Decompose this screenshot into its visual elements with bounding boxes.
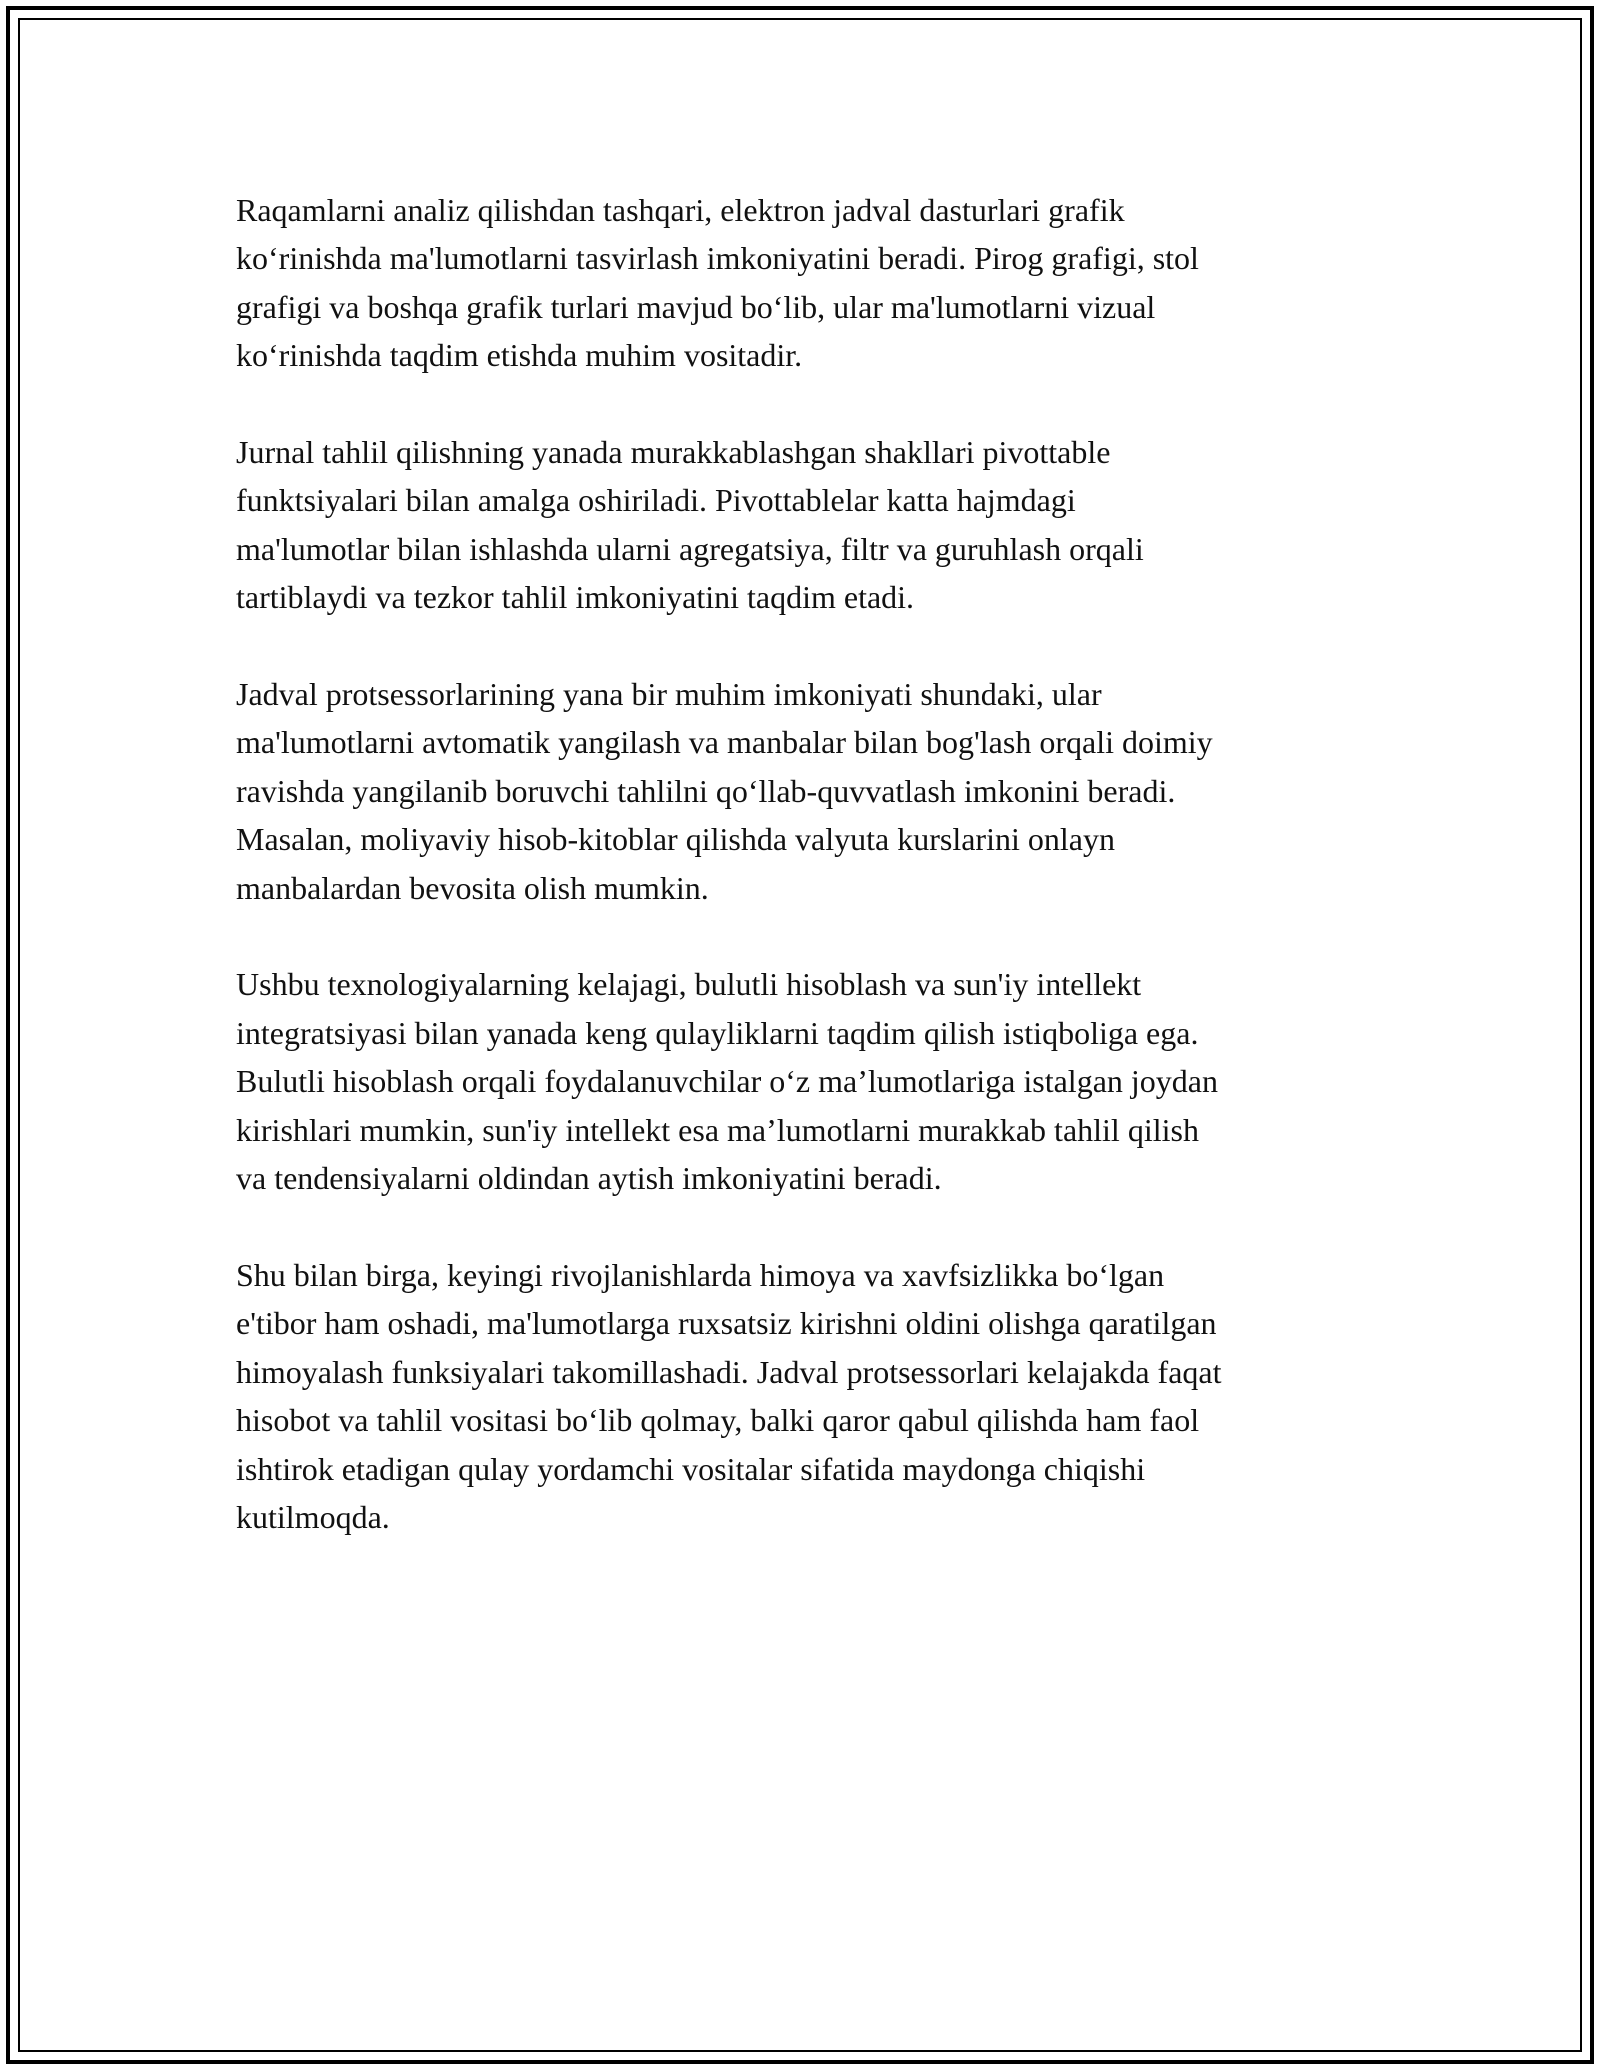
text-line: va tendensiyalarni oldindan aytish imkoniyatini beradi. — [236, 1160, 942, 1197]
text-line: ravishda yangilanib boruvchi tahlilni qo‘llab-quvvatlash imkonini beradi. — [236, 772, 1176, 809]
text-line: ishtirok etadigan qulay yordamchi vositalar sifatida maydonga chiqishi — [236, 1450, 1146, 1487]
text-line: hisobot va tahlil vositasi bo‘lib qolmay, balki qaror qabul qilishda ham faol — [236, 1402, 1200, 1439]
paragraph-5 — [236, 1251, 1376, 1541]
paragraph-1 — [236, 186, 1376, 380]
text-line: himoyalash funksiyalari takomillashadi. Jadval protsessorlari kelajakda faqat — [236, 1353, 1222, 1390]
text-line: Masalan, moliyaviy hisob-kitoblar qilishda valyuta kurslarini onlayn — [236, 821, 1115, 858]
text-line: Ushbu texnologiyalarning kelajagi, bulutli hisoblash va sun'iy intellekt — [236, 966, 1142, 1003]
text-line: e'tibor ham oshadi, ma'lumotlarga ruxsatsiz kirishni oldini olishga qaratilgan — [236, 1305, 1217, 1342]
text-line: Jadval protsessorlarining yana bir muhim imkoniyati shundaki, ular — [236, 676, 1102, 713]
text-line: ko‘rinishda ma'lumotlarni tasvirlash imkoniyatini beradi. Pirog grafigi, stol — [236, 240, 1199, 277]
text-line: tartiblaydi va tezkor tahlil imkoniyatini taqdim etadi. — [236, 579, 915, 616]
text-line: Shu bilan birga, keyingi rivojlanishlarda himoya va xavfsizlikka bo‘lgan — [236, 1256, 1165, 1293]
text-line: manbalardan bevosita olish mumkin. — [236, 869, 709, 906]
text-line: Bulutli hisoblash orqali foydalanuvchilar o‘z ma’lumotlariga istalgan joydan — [236, 1063, 1218, 1100]
text-line: Jurnal tahlil qilishning yanada murakkablashgan shakllari pivottable — [236, 434, 1111, 471]
text-line: ma'lumotlar bilan ishlashda ularni agregatsiya, filtr va guruhlash orqali — [236, 530, 1144, 567]
text-line: funktsiyalari bilan amalga oshiriladi. Pivottablelar katta hajmdagi — [236, 482, 1076, 519]
paragraph-3 — [236, 670, 1376, 912]
text-line: integratsiyasi bilan yanada keng qulayliklarni taqdim qilish istiqboliga ega. — [236, 1014, 1199, 1051]
paragraph-2 — [236, 428, 1376, 622]
paragraph-4 — [236, 960, 1376, 1202]
text-line: Raqamlarni analiz qilishdan tashqari, elektron jadval dasturlari grafik — [236, 192, 1125, 228]
document-body — [236, 186, 1376, 1590]
text-line: grafigi va boshqa grafik turlari mavjud bo‘lib, ular ma'lumotlarni vizual — [236, 288, 1156, 325]
text-line: ko‘rinishda taqdim etishda muhim vositadir. — [236, 337, 803, 374]
text-line: ma'lumotlarni avtomatik yangilash va manbalar bilan bog'lash orqali doimiy — [236, 724, 1213, 761]
text-line: kutilmoqda. — [236, 1498, 390, 1535]
text-line: kirishlari mumkin, sun'iy intellekt esa ma’lumotlarni murakkab tahlil qilish — [236, 1111, 1199, 1148]
